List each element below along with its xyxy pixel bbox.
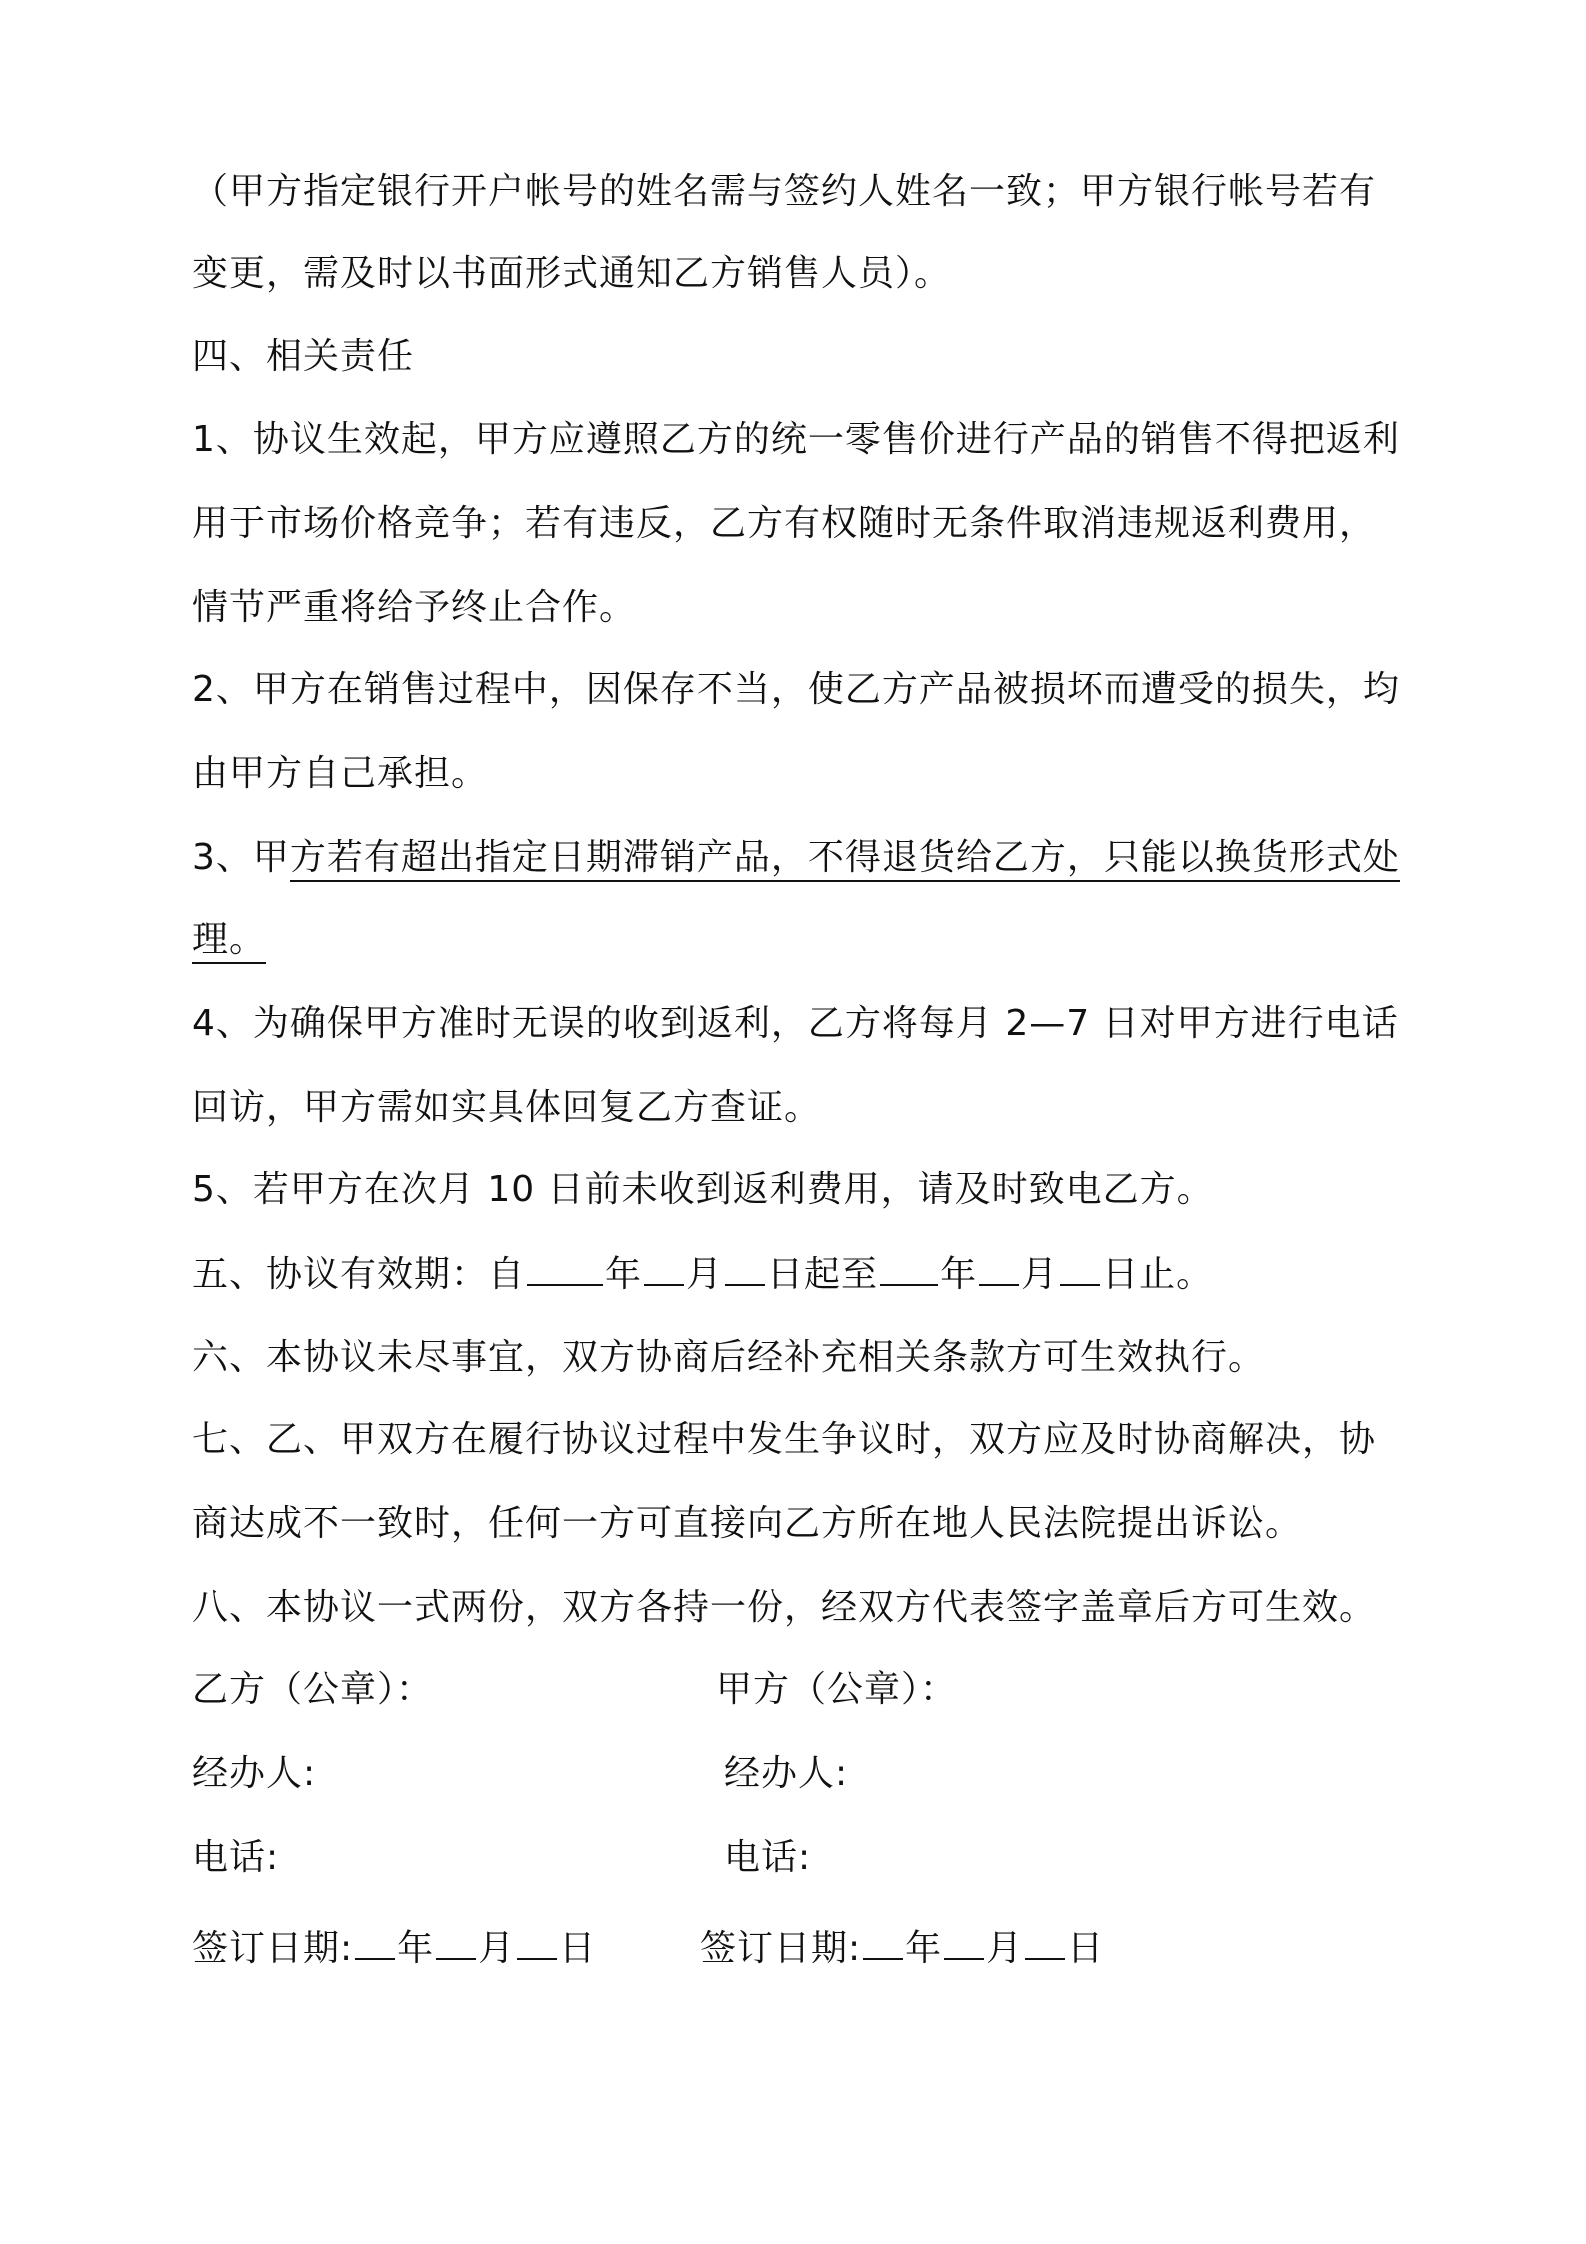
blank-b-year xyxy=(355,1924,395,1960)
section5-year2: 年 xyxy=(940,1254,978,1295)
item3-line-2 xyxy=(192,916,266,964)
blank-day-from xyxy=(725,1250,765,1286)
section5-day-to: 日止。 xyxy=(1102,1254,1214,1295)
sign-date-a-month: 月 xyxy=(986,1928,1024,1969)
section7-line-2: 商达成不一致时，任何一方可直接向乙方所在地人民法院提出诉讼。 xyxy=(192,1503,1303,1544)
item1-line-2: 用于市场价格竞争；若有违反，乙方有权随时无条件取消违规返利费用， xyxy=(192,503,1377,544)
blank-b-month xyxy=(436,1924,476,1960)
section6: 六、本协议未尽事宜，双方协商后经补充相关条款方可生效执行。 xyxy=(192,1337,1266,1378)
item2-line-1: 2、甲方在销售过程中，因保存不当，使乙方产品被损坏而遭受的损失，均 xyxy=(192,669,1400,710)
blank-a-day xyxy=(1025,1924,1065,1960)
blank-day-to xyxy=(1060,1250,1100,1286)
sign-date-b xyxy=(192,1924,596,1973)
sign-date-a-label: 签订日期: xyxy=(700,1928,862,1969)
section5-prefix: 五、协议有效期：自 xyxy=(192,1254,526,1295)
item3-line-1 xyxy=(192,834,1400,882)
sign-date-b-month: 月 xyxy=(478,1928,516,1969)
blank-b-day xyxy=(517,1924,557,1960)
section5-year: 年 xyxy=(605,1254,643,1295)
section5-validity xyxy=(192,1250,1213,1299)
blank-month-to xyxy=(979,1250,1019,1286)
party-b-seal-label: 乙方（公章）： xyxy=(192,1669,434,1710)
phone-a-label: 电话: xyxy=(724,1837,812,1878)
handler-a-label: 经办人: xyxy=(724,1753,849,1794)
sign-date-b-day: 日 xyxy=(559,1928,597,1969)
section7-line-1: 七、乙、甲双方在履行协议过程中发生争议时，双方应及时协商解决，协 xyxy=(192,1419,1377,1460)
item3-underlined-text: 方若有超出指定日期滞销产品，不得退货给乙方，只能以换货形式处 xyxy=(290,837,1400,882)
bank-note-line-2: 变更，需及时以书面形式通知乙方销售人员）。 xyxy=(192,253,952,294)
item4-line-1: 4、为确保甲方准时无误的收到返利，乙方将每月 2—7 日对甲方进行电话 xyxy=(192,1003,1399,1044)
sign-date-b-year: 年 xyxy=(397,1928,435,1969)
sign-date-a-year: 年 xyxy=(905,1928,943,1969)
item1-line-3: 情节严重将给予终止合作。 xyxy=(192,587,637,628)
item5: 5、若甲方在次月 10 日前未收到返利费用，请及时致电乙方。 xyxy=(192,1169,1214,1210)
blank-a-year xyxy=(863,1924,903,1960)
section5-day-from: 日起至 xyxy=(767,1254,879,1295)
handler-b-label: 经办人: xyxy=(192,1753,317,1794)
item3-prefix: 3、甲 xyxy=(192,837,290,878)
sign-date-b-label: 签订日期: xyxy=(192,1928,354,1969)
phone-b-label: 电话: xyxy=(192,1837,280,1878)
section4-title: 四、相关责任 xyxy=(192,336,415,377)
section8: 八、本协议一式两份，双方各持一份，经双方代表签字盖章后方可生效。 xyxy=(192,1587,1377,1628)
blank-year-to xyxy=(880,1250,938,1286)
item1-line-1: 1、协议生效起，甲方应遵照乙方的统一零售价进行产品的销售不得把返利 xyxy=(192,419,1400,460)
blank-month-from xyxy=(644,1250,684,1286)
section5-month2: 月 xyxy=(1021,1254,1059,1295)
sign-date-a-day: 日 xyxy=(1067,1928,1105,1969)
blank-a-month xyxy=(944,1924,984,1960)
sign-date-a xyxy=(700,1924,1104,1973)
item2-line-2: 由甲方自己承担。 xyxy=(192,753,489,794)
item4-line-2: 回访，甲方需如实具体回复乙方查证。 xyxy=(192,1087,822,1128)
blank-year-from xyxy=(527,1250,603,1286)
party-a-seal-label: 甲方（公章）： xyxy=(716,1669,958,1710)
item3-line-2-text: 理。 xyxy=(192,919,266,964)
section5-month: 月 xyxy=(686,1254,724,1295)
bank-note-line-1: （甲方指定银行开户帐号的姓名需与签约人姓名一致；甲方银行帐号若有 xyxy=(192,171,1377,212)
